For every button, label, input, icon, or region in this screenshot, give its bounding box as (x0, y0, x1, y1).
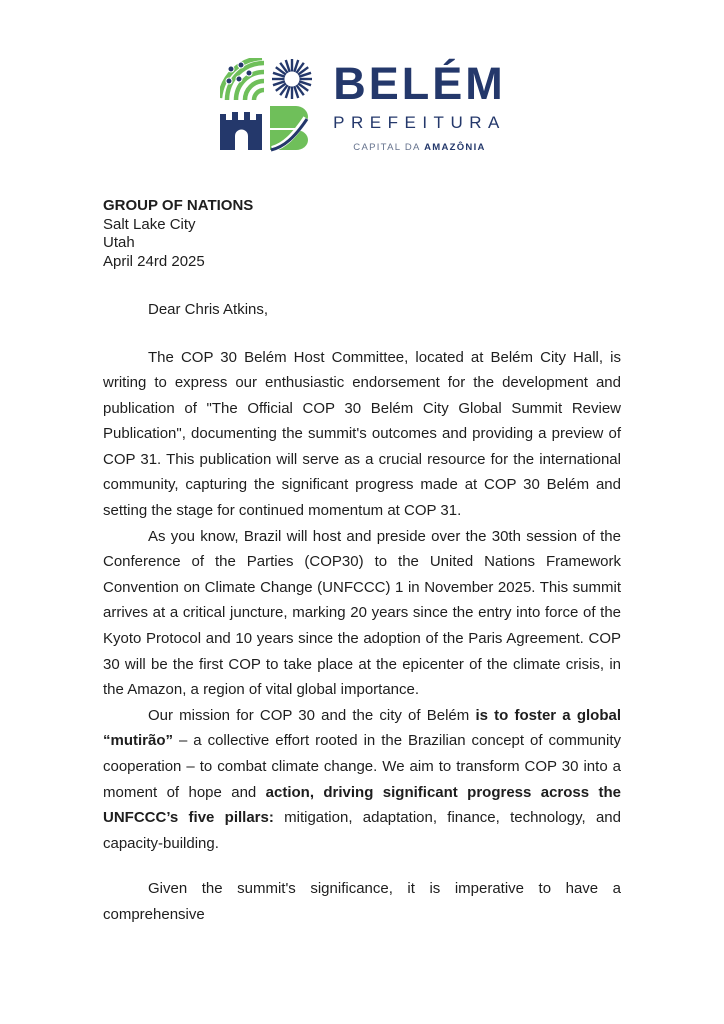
recipient-state: Utah (103, 234, 135, 251)
paragraph-3-seg1: Our mission for COP 30 and the city of Belém (148, 706, 476, 724)
paragraph-3-seg2-bold: is to foster a global “mutirão” (103, 706, 621, 750)
salutation: Dear Chris Atkins, (148, 301, 269, 318)
acai-frond-icon (220, 58, 264, 100)
belem-prefeitura-logo (103, 56, 621, 153)
fort-icon (220, 112, 262, 150)
paragraph-3-seg3: – a collective effort rooted in the Brazilian concept of community cooperation – to combat climate change. We aim to transform COP 30 into a moment of hope and (103, 732, 621, 801)
paragraph-1: The COP 30 Belém Host Committee, located at Belém City Hall, is writing to express our enthusiastic endorsement for the development and publication of "The Official COP 30 Belém City Global Summit Review Publication", documenting the summit's outcomes and providing a preview of COP 31. This publication will serve as a crucial resource for the international community, capturing the significant progress made at COP 30 Belém and setting the stage for continued momentum at COP 31. (103, 348, 621, 520)
tagline-bold: AMAZÔNIA (424, 142, 486, 153)
recipient-city: Salt Lake City (103, 215, 196, 233)
paragraph-3-seg5: mitigation, adaptation, finance, technology, and capacity-building. (103, 809, 621, 852)
paragraph-3-seg4-bold: action, driving significant progress across the UNFCCC’s five pillars: (103, 783, 622, 827)
belem-crest-icon (218, 56, 320, 153)
letter-date: April 24rd 2025 (103, 252, 205, 270)
letter-body (103, 345, 621, 928)
logo-subtitle: PREFEITURA (333, 113, 506, 132)
logo-tagline (353, 142, 485, 153)
recipient-block (103, 197, 621, 271)
paragraph-2: As you know, Brazil will host and preside over the 30th session of the Conference of the Parties (COP30) to the United Nations Framework Convention on Climate Change (UNFCCC) 1 in November 2025. This summit arrives at a critical juncture, marking 20 years since the entry into force of the Kyoto Protocol and 10 years since the adoption of the Paris Agreement. COP 30 will be the first COP to take place at the epicenter of the climate crisis, in the Amazon, a region of vital global importance. (103, 527, 621, 699)
sunburst-icon (272, 59, 312, 99)
logo-text (333, 56, 506, 153)
logo-wordmark: BELÉM (333, 58, 506, 109)
recipient-name: GROUP OF NATIONS (103, 197, 254, 214)
paragraph-4: Given the summit's significance, it is imperative to have a comprehensive (103, 880, 621, 923)
paragraph-3 (103, 703, 621, 857)
tagline-light: CAPITAL DA (353, 142, 421, 153)
river-b-icon (270, 106, 308, 150)
